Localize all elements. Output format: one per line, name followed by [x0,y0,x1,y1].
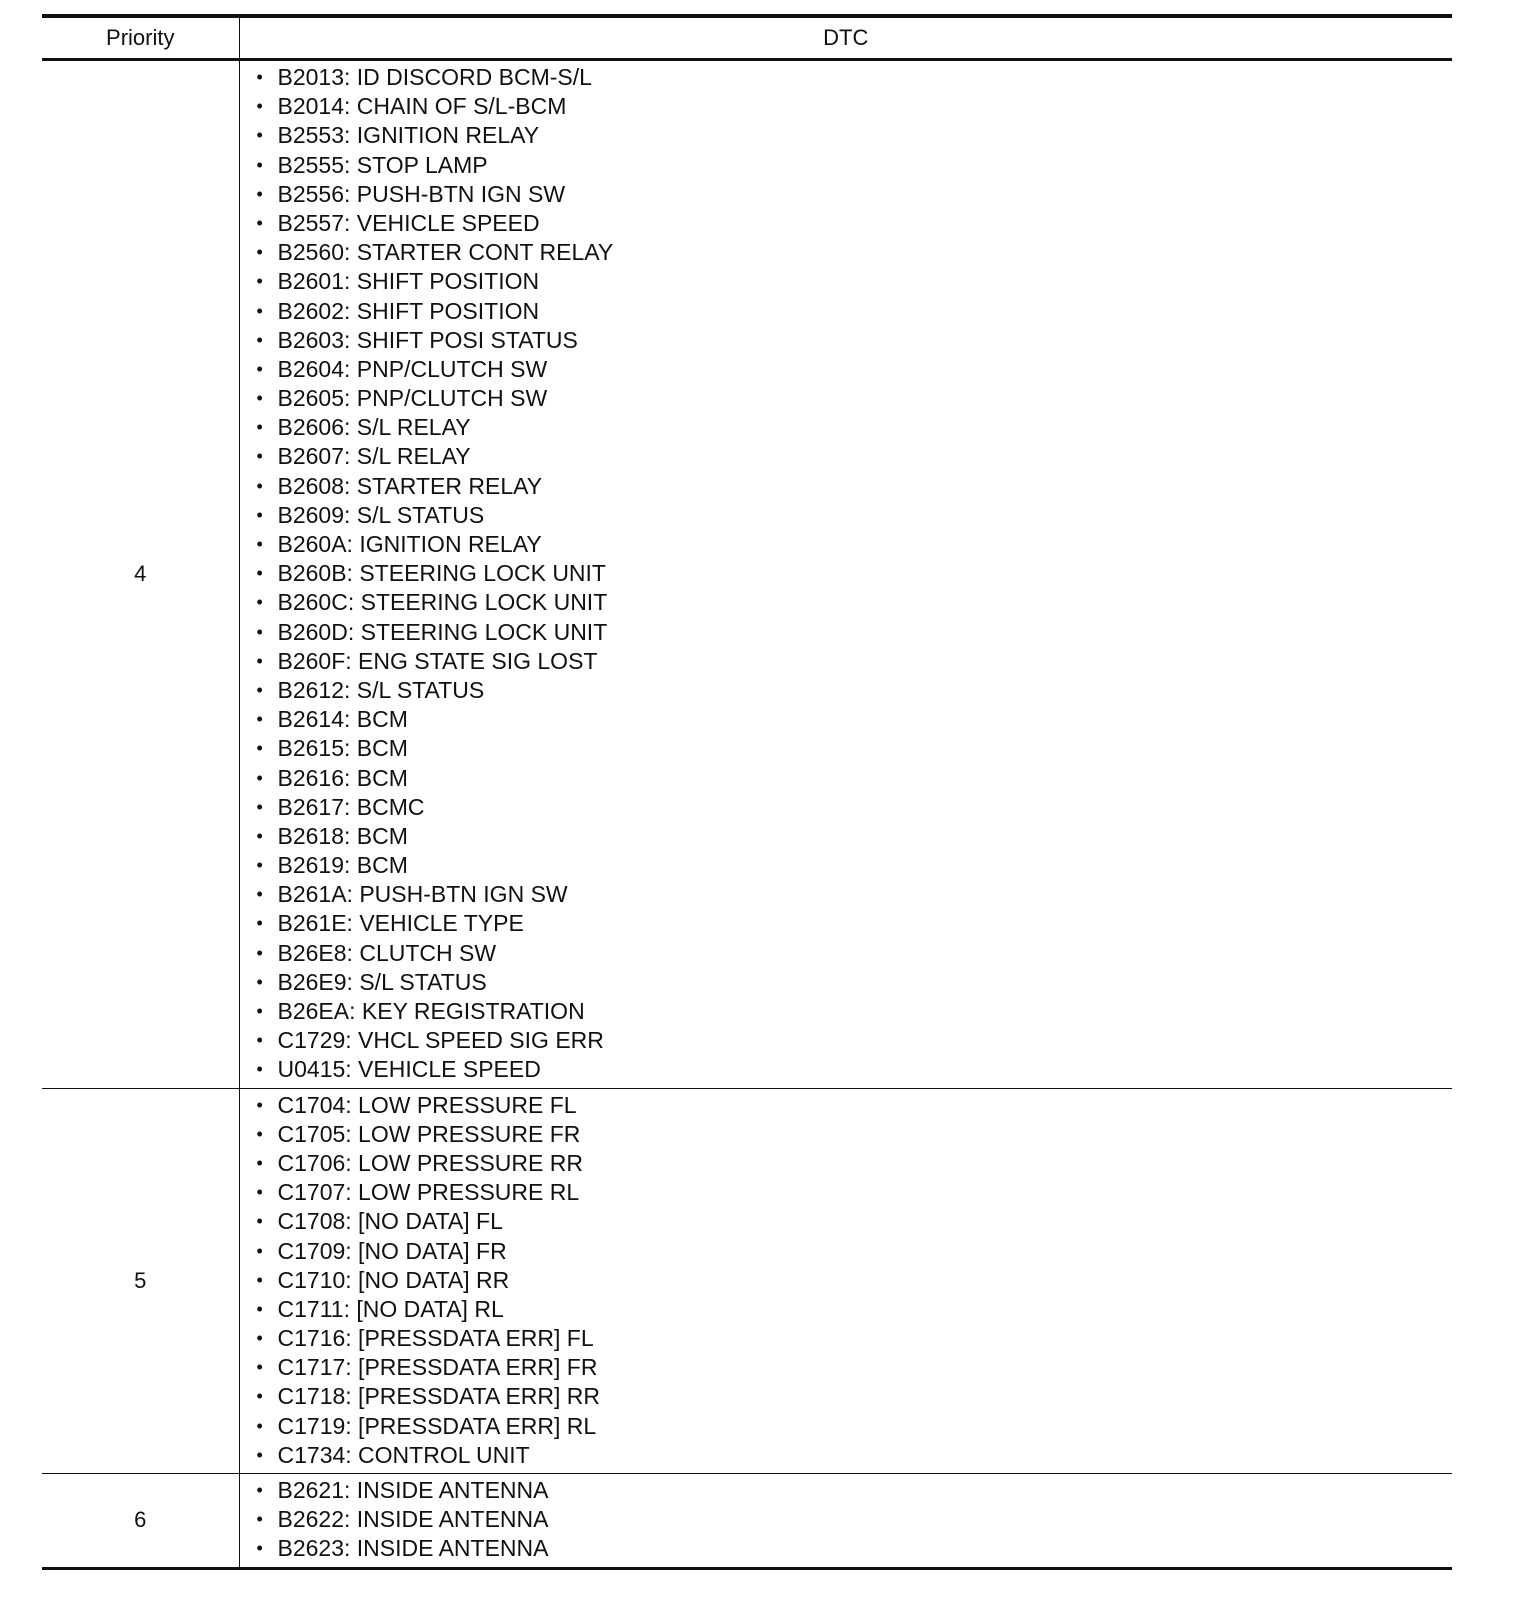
list-item: • B2603: SHIFT POSI STATUS [240,326,1453,355]
list-item: • B2612: S/L STATUS [240,676,1453,705]
table-row [42,1474,1452,1569]
list-item: • B26E9: S/L STATUS [240,968,1453,997]
dtc-list [240,61,1453,1088]
list-item: • B2557: VEHICLE SPEED [240,209,1453,238]
list-item: • C1711: [NO DATA] RL [240,1295,1453,1324]
list-item: • B2618: BCM [240,822,1453,851]
list-item: • B2615: BCM [240,734,1453,763]
list-item: • B2604: PNP/CLUTCH SW [240,355,1453,384]
list-item: • C1729: VHCL SPEED SIG ERR [240,1026,1453,1055]
list-item: • B2602: SHIFT POSITION [240,297,1453,326]
priority-cell: 4 [42,60,239,1089]
list-item: • C1709: [NO DATA] FR [240,1237,1453,1266]
list-item: • B260F: ENG STATE SIG LOST [240,647,1453,676]
list-item: • B2560: STARTER CONT RELAY [240,238,1453,267]
list-item: • B2555: STOP LAMP [240,151,1453,180]
dtc-cell [239,1474,1452,1569]
dtc-column-header: DTC [823,25,869,50]
list-item: • C1717: [PRESSDATA ERR] FR [240,1353,1453,1382]
list-item: • B2609: S/L STATUS [240,501,1453,530]
list-item: • B2556: PUSH-BTN IGN SW [240,180,1453,209]
list-item: • B2621: INSIDE ANTENNA [240,1476,1453,1505]
table-body [42,60,1452,1569]
priority-cell: 5 [42,1088,239,1473]
list-item: • B260C: STEERING LOCK UNIT [240,588,1453,617]
list-item: • B2606: S/L RELAY [240,413,1453,442]
list-item: • B2608: STARTER RELAY [240,472,1453,501]
list-item: • C1708: [NO DATA] FL [240,1207,1453,1236]
dtc-priority-table [42,14,1452,1570]
list-item: • B260D: STEERING LOCK UNIT [240,618,1453,647]
list-item: • B2601: SHIFT POSITION [240,267,1453,296]
table-row [42,60,1452,1089]
list-item: • B261E: VEHICLE TYPE [240,909,1453,938]
list-item: • C1710: [NO DATA] RR [240,1266,1453,1295]
header-row [42,16,1452,60]
list-item: • B260B: STEERING LOCK UNIT [240,559,1453,588]
list-item: • B2622: INSIDE ANTENNA [240,1505,1453,1534]
list-item: • B2617: BCMC [240,793,1453,822]
list-item: • C1704: LOW PRESSURE FL [240,1091,1453,1120]
list-item: • U0415: VEHICLE SPEED [240,1055,1453,1084]
list-item: • C1716: [PRESSDATA ERR] FL [240,1324,1453,1353]
list-item: • C1707: LOW PRESSURE RL [240,1178,1453,1207]
list-item: • B2014: CHAIN OF S/L-BCM [240,92,1453,121]
dtc-list [240,1474,1453,1567]
list-item: • B261A: PUSH-BTN IGN SW [240,880,1453,909]
list-item: • B260A: IGNITION RELAY [240,530,1453,559]
list-item: • B26E8: CLUTCH SW [240,939,1453,968]
priority-cell: 6 [42,1474,239,1569]
list-item: • C1705: LOW PRESSURE FR [240,1120,1453,1149]
list-item: • B2623: INSIDE ANTENNA [240,1534,1453,1563]
list-item: • B2614: BCM [240,705,1453,734]
list-item: • B26EA: KEY REGISTRATION [240,997,1453,1026]
list-item: • B2619: BCM [240,851,1453,880]
list-item: • B2607: S/L RELAY [240,442,1453,471]
dtc-cell [239,1088,1452,1473]
dtc-list [240,1089,1453,1473]
priority-column-header: Priority [42,16,239,60]
list-item: • B2013: ID DISCORD BCM-S/L [240,63,1453,92]
list-item: • C1706: LOW PRESSURE RR [240,1149,1453,1178]
table-header [42,16,1452,60]
list-item: • C1734: CONTROL UNIT [240,1441,1453,1470]
list-item: • C1718: [PRESSDATA ERR] RR [240,1382,1453,1411]
dtc-cell [239,60,1452,1089]
list-item: • B2616: BCM [240,764,1453,793]
list-item: • C1719: [PRESSDATA ERR] RL [240,1412,1453,1441]
table-row [42,1088,1452,1473]
list-item: • B2553: IGNITION RELAY [240,121,1453,150]
list-item: • B2605: PNP/CLUTCH SW [240,384,1453,413]
